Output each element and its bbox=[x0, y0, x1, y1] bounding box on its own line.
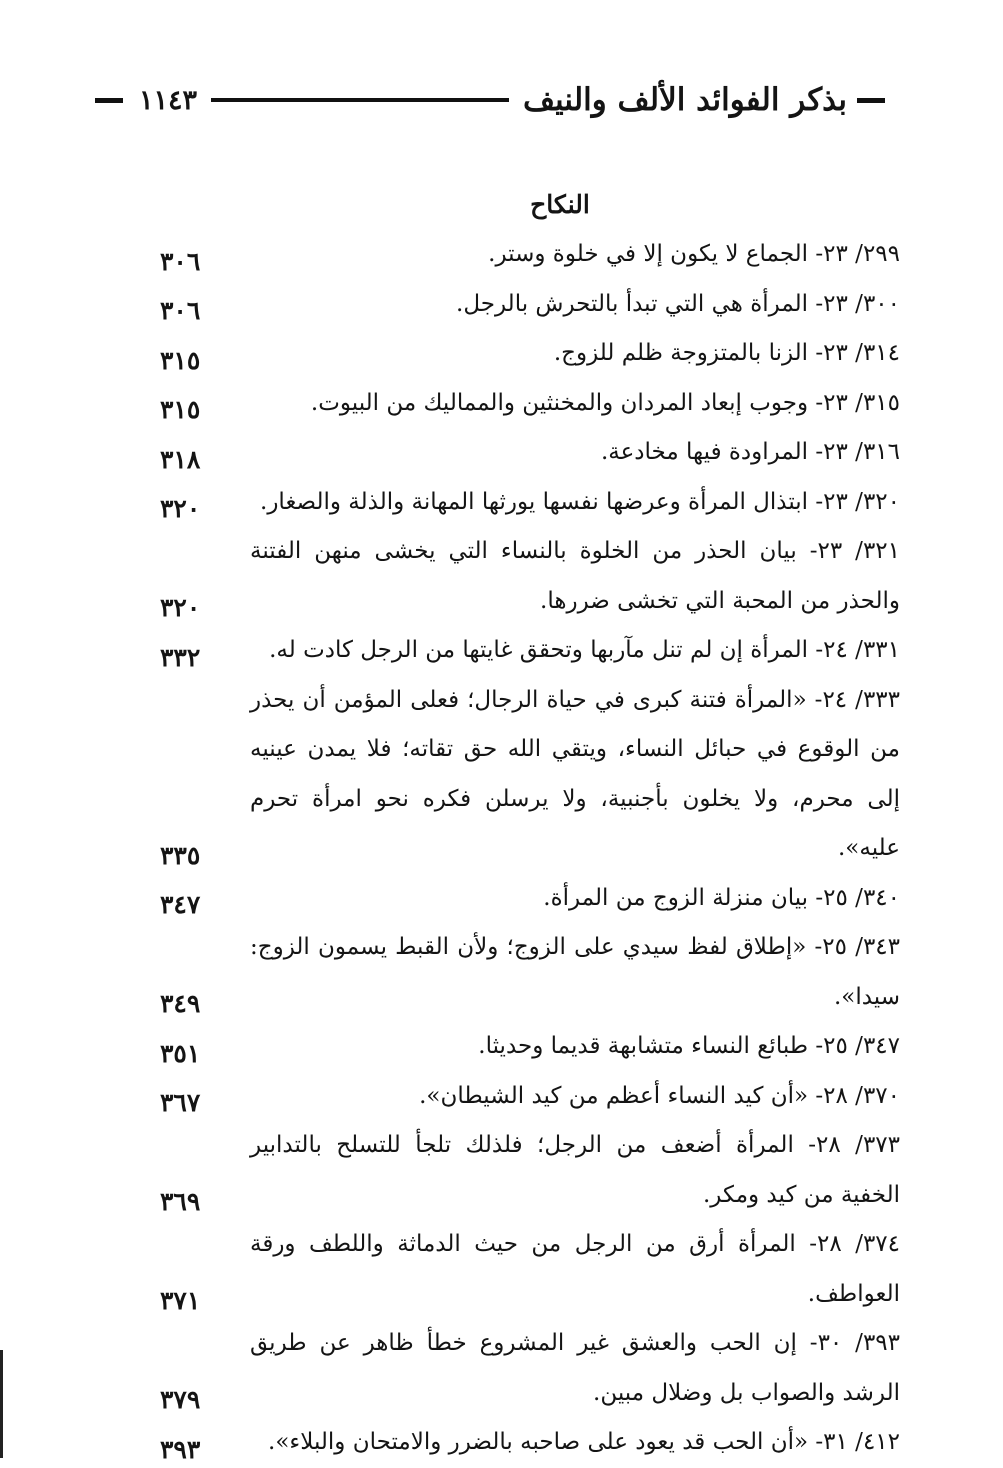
entry-page-ref: ٣٦٩ bbox=[160, 1187, 201, 1216]
entry-text: ٣٧٣/ ٢٨- المرأة أضعف من الرجل؛ فلذلك تلجأ للتسلح بالتدابير الخفية من كيد ومكر. bbox=[250, 1132, 900, 1208]
running-header bbox=[95, 70, 885, 130]
entry-text: ٣٣٣/ ٢٤- «المرأة فتنة كبرى في حياة الرجال؛ فعلى المؤمن أن يحذر من الوقوع في حبائل النساء، ويتقي الله حق تقاته؛ فلا يمدن عينيه إلى محرم، ولا يخلون بأجنبية، ولا يرسلن فكره نحو امرأة تحرم عليه». bbox=[250, 686, 900, 861]
index-entries bbox=[160, 230, 900, 1468]
header-rule bbox=[211, 98, 509, 102]
scan-edge-line bbox=[0, 1350, 3, 1458]
entry-text: ٣٩٣/ ٣٠- إن الحب والعشق غير المشروع خطأ ظاهر عن طريق الرشد والصواب بل وضلال مبين. bbox=[250, 1330, 900, 1406]
index-entry bbox=[160, 1072, 900, 1122]
index-entry bbox=[160, 527, 900, 626]
entry-page-ref: ٣٧١ bbox=[160, 1286, 201, 1315]
index-entry bbox=[160, 1418, 900, 1468]
index-entry bbox=[160, 1022, 900, 1072]
entry-page-ref: ٣٩٣ bbox=[160, 1434, 201, 1464]
entry-page-ref: ٣٠٦ bbox=[160, 296, 201, 325]
header-title: بذكر الفوائد الألف والنيف bbox=[522, 82, 847, 118]
entry-text: ٢٩٩/ ٢٣- الجماع لا يكون إلا في خلوة وستر. bbox=[488, 241, 900, 267]
index-entry bbox=[160, 428, 900, 478]
entry-text: ٣٢١/ ٢٣- بيان الحذر من الخلوة بالنساء التي يخشى منهن الفتنة والحذر من المحبة التي تخشى ضررها. bbox=[250, 538, 900, 614]
entry-text: ٣١٥/ ٢٣- وجوب إبعاد المردان والمخنثين والمماليك من البيوت. bbox=[310, 389, 900, 416]
entry-text: ٤١٢/ ٣١- «أن الحب قد يعود على صاحبه بالضرر والامتحان والبلاء». bbox=[268, 1429, 900, 1455]
entry-text: ٣٤٠/ ٢٥- بيان منزلة الزوج من المرأة. bbox=[543, 884, 900, 911]
index-entry bbox=[160, 379, 900, 429]
entry-text: ٣٧٠/ ٢٨- «أن كيد النساء أعظم من كيد الشيطان». bbox=[419, 1082, 900, 1109]
entry-text: ٣٤٣/ ٢٥- «إطلاق لفظ سيدي على الزوج؛ ولأن القبط يسمون الزوج: سيدا». bbox=[250, 934, 900, 1010]
entry-page-ref: ٣٣٥ bbox=[160, 840, 201, 870]
index-entry bbox=[160, 1319, 900, 1418]
entry-text: ٣٠٠/ ٢٣- المرأة هي التي تبدأ بالتحرش بالرجل. bbox=[456, 290, 900, 317]
index-entry bbox=[160, 230, 900, 280]
index-entry bbox=[160, 874, 900, 924]
header-dash-right bbox=[857, 98, 885, 103]
index-entry bbox=[160, 1220, 900, 1319]
entry-page-ref: ٣٥١ bbox=[160, 1038, 201, 1068]
index-entry bbox=[160, 478, 900, 528]
header-dash-left bbox=[95, 98, 123, 103]
entry-page-ref: ٣٣٢ bbox=[160, 642, 201, 672]
index-entry bbox=[160, 280, 900, 330]
entry-page-ref: ٣٤٩ bbox=[160, 989, 201, 1018]
entry-text: ٣٢٠/ ٢٣- ابتذال المرأة وعرضها نفسها يورثها المهانة والذلة والصغار. bbox=[260, 488, 900, 515]
entry-text: ٣١٦/ ٢٣- المراودة فيها مخادعة. bbox=[600, 439, 900, 465]
entry-page-ref: ٣١٨ bbox=[160, 444, 201, 474]
index-entry bbox=[160, 329, 900, 379]
index-entry bbox=[160, 626, 900, 676]
section-title: النكاح bbox=[530, 190, 590, 219]
index-entry bbox=[160, 676, 900, 874]
entry-page-ref: ٣١٥ bbox=[160, 345, 201, 375]
entry-page-ref: ٣٦٧ bbox=[160, 1088, 201, 1117]
entry-text: ٣١٤/ ٢٣- الزنا بالمتزوجة ظلم للزوج. bbox=[553, 340, 900, 366]
index-entry bbox=[160, 923, 900, 1022]
entry-text: ٣٤٧/ ٢٥- طبائع النساء متشابهة قديما وحديثا. bbox=[478, 1033, 900, 1059]
entry-text: ٣٧٤/ ٢٨- المرأة أرق من الرجل من حيث الدماثة واللطف ورقة العواطف. bbox=[250, 1231, 900, 1307]
entry-page-ref: ٣٤٧ bbox=[160, 890, 201, 919]
header-page-number: ١١٤٣ bbox=[139, 84, 198, 116]
entry-page-ref: ٣٧٩ bbox=[160, 1385, 201, 1414]
entry-text: ٣٣١/ ٢٤- المرأة إن لم تنل مآربها وتحقق غايتها من الرجل كادت له. bbox=[269, 637, 900, 663]
entry-page-ref: ٣٠٦ bbox=[160, 246, 201, 276]
index-entry bbox=[160, 1121, 900, 1220]
entry-page-ref: ٣٢٠ bbox=[160, 593, 201, 622]
entry-page-ref: ٣٢٠ bbox=[160, 494, 201, 523]
entry-page-ref: ٣١٥ bbox=[160, 395, 201, 424]
